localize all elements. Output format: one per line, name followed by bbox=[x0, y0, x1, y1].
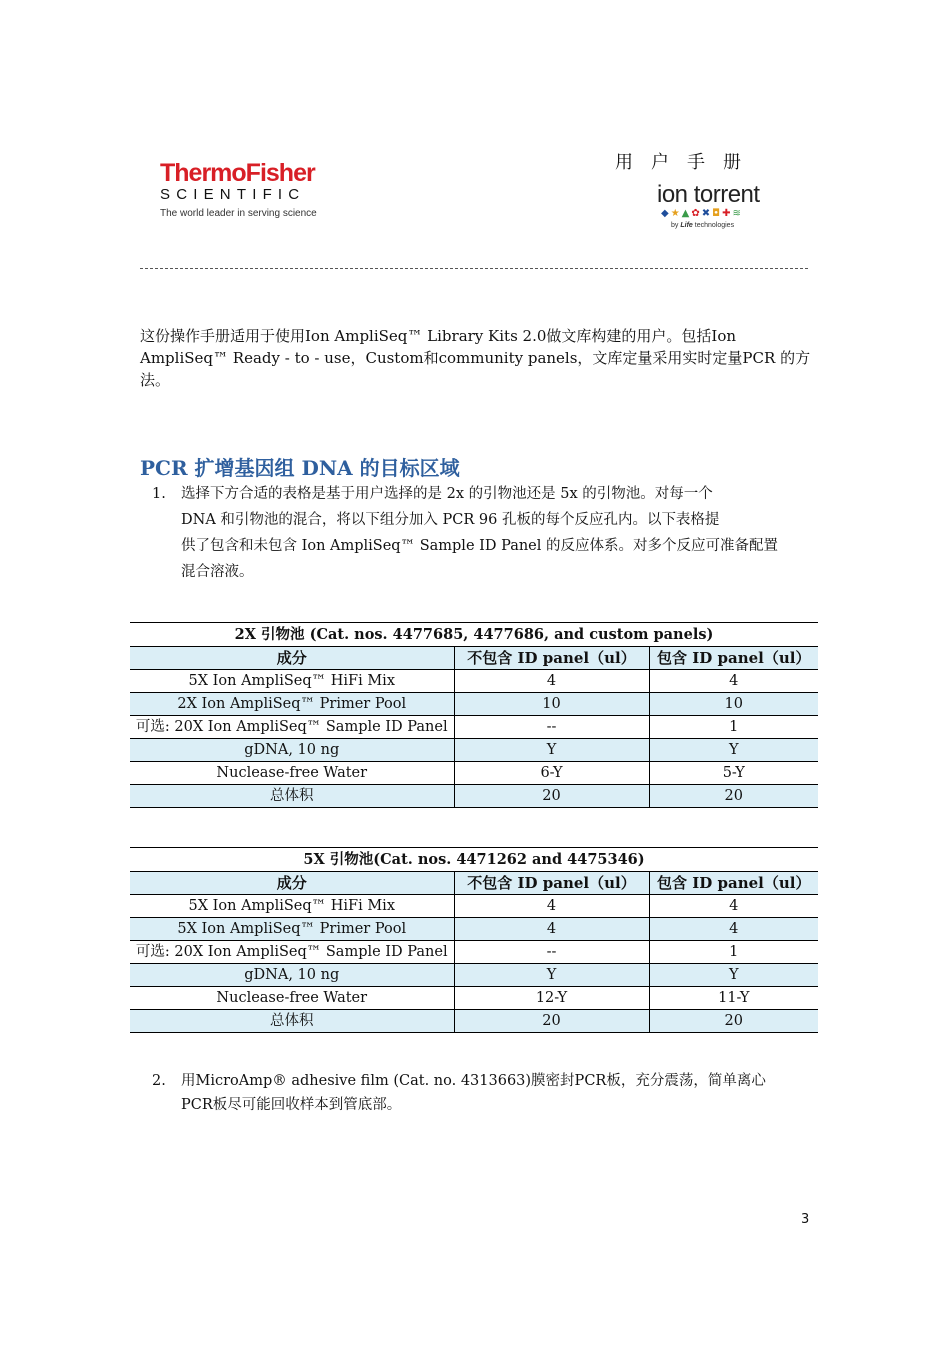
table-cell: 总体积 bbox=[130, 1010, 454, 1033]
table-cell: Nuclease-free Water bbox=[130, 987, 454, 1010]
table-row bbox=[130, 762, 818, 785]
table-cell: 5X Ion AmpliSeq™ HiFi Mix bbox=[130, 670, 454, 693]
step-1 bbox=[152, 481, 812, 585]
table-cell: 5X Ion AmpliSeq™ HiFi Mix bbox=[130, 895, 454, 918]
step-number: 1. bbox=[152, 486, 166, 502]
table-caption: 2X 引物池 (Cat. nos. 4477685, 4477686, and custom panels) bbox=[130, 623, 818, 647]
intro-line: 法。 bbox=[140, 371, 171, 389]
step-line: DNA 和引物池的混合，将以下组分加入 PCR 96 孔板的每个反应孔内。以下表格提 bbox=[181, 512, 720, 528]
by-text: by bbox=[671, 222, 679, 229]
table-cell: 1 bbox=[649, 941, 818, 964]
table-cell: 4 bbox=[649, 918, 818, 941]
step-line: PCR板尽可能回收样本到管底部。 bbox=[181, 1097, 402, 1113]
table-cell: Y bbox=[454, 739, 649, 762]
section-heading: PCR 扩增基因组 DNA 的目标区域 bbox=[140, 456, 460, 480]
column-header: 不包含 ID panel（ul） bbox=[454, 872, 649, 895]
table-cell: 5-Y bbox=[649, 762, 818, 785]
column-header: 包含 ID panel（ul） bbox=[649, 647, 818, 670]
table-cell: 可选: 20X Ion AmpliSeq™ Sample ID Panel bbox=[130, 716, 454, 739]
column-header: 成分 bbox=[130, 872, 454, 895]
table-cell: 20 bbox=[454, 785, 649, 808]
column-header: 包含 ID panel（ul） bbox=[649, 872, 818, 895]
table-cell: Y bbox=[649, 739, 818, 762]
table-cell: 20 bbox=[454, 1010, 649, 1033]
table-caption: 5X 引物池(Cat. nos. 4471262 and 4475346) bbox=[130, 848, 818, 872]
table-cell: 1 bbox=[649, 716, 818, 739]
table-cell: 可选: 20X Ion AmpliSeq™ Sample ID Panel bbox=[130, 941, 454, 964]
table-row bbox=[130, 895, 818, 918]
step-2 bbox=[152, 1069, 812, 1117]
table-cell: 4 bbox=[454, 918, 649, 941]
brand-sub: SCIENTIFIC bbox=[160, 186, 306, 203]
thermofisher-logo bbox=[160, 160, 360, 219]
company-text: Life bbox=[680, 222, 693, 229]
intro-line: 这份操作手册适用于使用Ion AmpliSeq™ Library Kits 2.0做文库构建的用户。包括Ion bbox=[140, 327, 737, 345]
table-cell: 11-Y bbox=[649, 987, 818, 1010]
intro-line: AmpliSeq™ Ready - to - use，Custom和community panels，文库定量采用实时定量PCR 的方 bbox=[140, 349, 811, 367]
manual-title: 用户手册 bbox=[615, 152, 759, 173]
table-2x-primer-pool bbox=[130, 622, 818, 808]
ion-torrent-name: ion torrent bbox=[657, 181, 760, 208]
table-row bbox=[130, 739, 818, 762]
table-cell: 总体积 bbox=[130, 785, 454, 808]
table-row bbox=[130, 918, 818, 941]
table-cell: 4 bbox=[454, 670, 649, 693]
table-cell: 20 bbox=[649, 1010, 818, 1033]
brand-tagline: The world leader in serving science bbox=[160, 208, 317, 219]
table-row bbox=[130, 1010, 818, 1033]
table-cell: 4 bbox=[649, 895, 818, 918]
table-row bbox=[130, 670, 818, 693]
table-row bbox=[130, 693, 818, 716]
ion-by-line bbox=[671, 222, 767, 229]
table-row bbox=[130, 941, 818, 964]
table-cell: Y bbox=[649, 964, 818, 987]
table-cell: gDNA, 10 ng bbox=[130, 964, 454, 987]
table-cell: 12-Y bbox=[454, 987, 649, 1010]
intro-paragraph bbox=[140, 325, 815, 391]
step-number: 2. bbox=[152, 1073, 166, 1089]
ion-torrent-logo bbox=[657, 182, 767, 229]
step-line: 混合溶液。 bbox=[181, 564, 254, 580]
table-row bbox=[130, 964, 818, 987]
table-row bbox=[130, 785, 818, 808]
table-cell: Y bbox=[454, 964, 649, 987]
table-row bbox=[130, 987, 818, 1010]
table-5x-primer-pool bbox=[130, 847, 818, 1033]
table-cell: 20 bbox=[649, 785, 818, 808]
table-cell: gDNA, 10 ng bbox=[130, 739, 454, 762]
table-cell: -- bbox=[454, 941, 649, 964]
column-header: 不包含 ID panel（ul） bbox=[454, 647, 649, 670]
column-header: 成分 bbox=[130, 647, 454, 670]
table-row bbox=[130, 716, 818, 739]
ion-symbols-icon: ◆★▲✿✖◘✚≋ bbox=[661, 208, 743, 219]
table-cell: 4 bbox=[454, 895, 649, 918]
table-cell: 6-Y bbox=[454, 762, 649, 785]
header-divider bbox=[140, 268, 808, 269]
table-cell: 4 bbox=[649, 670, 818, 693]
step-line: 选择下方合适的表格是基于用户选择的是 2x 的引物池还是 5x 的引物池。对每一个 bbox=[181, 486, 713, 502]
table-cell: Nuclease-free Water bbox=[130, 762, 454, 785]
table-cell: -- bbox=[454, 716, 649, 739]
brand-name: ThermoFisher bbox=[160, 159, 315, 187]
step-line: 供了包含和未包含 Ion AmpliSeq™ Sample ID Panel 的反应体系。对多个反应可准备配置 bbox=[181, 538, 779, 554]
table-cell: 10 bbox=[454, 693, 649, 716]
table-cell: 10 bbox=[649, 693, 818, 716]
table-cell: 2X Ion AmpliSeq™ Primer Pool bbox=[130, 693, 454, 716]
page-number: 3 bbox=[801, 1212, 810, 1227]
step-line: 用MicroAmp® adhesive film (Cat. no. 4313663)膜密封PCR板，充分震荡，简单离心 bbox=[181, 1073, 766, 1089]
table-cell: 5X Ion AmpliSeq™ Primer Pool bbox=[130, 918, 454, 941]
company-suffix-text: technologies bbox=[694, 222, 735, 229]
